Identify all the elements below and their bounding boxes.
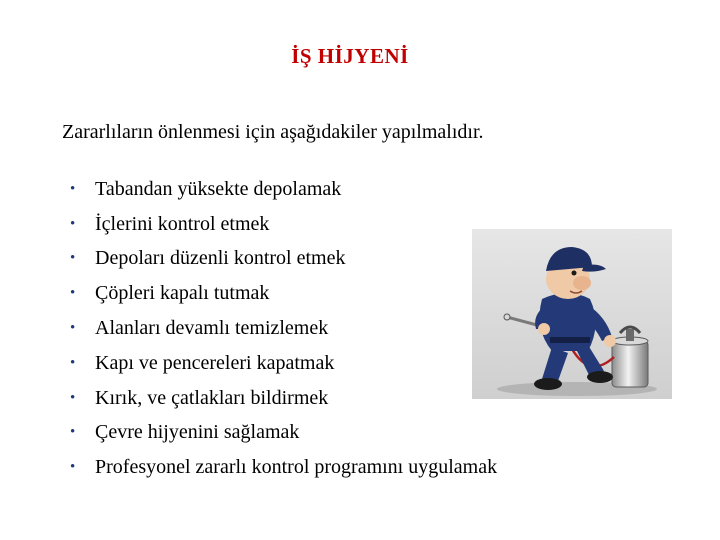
bullet-text: Tabandan yüksekte depolamak [95, 177, 342, 200]
bullet-text: İçlerini kontrol etmek [95, 212, 270, 235]
bullet-item [70, 242, 497, 277]
bullet-icon: • [70, 250, 76, 267]
bullet-item [70, 207, 497, 242]
bullet-icon: • [70, 389, 76, 406]
bullet-text: Depoları düzenli kontrol etmek [95, 247, 346, 270]
bullet-item [70, 346, 497, 381]
slide-title: İŞ HİJYENİ [291, 44, 409, 68]
bullet-icon: • [70, 285, 76, 302]
bullet-icon: • [70, 354, 76, 371]
bullet-item [70, 276, 497, 311]
slide-subtitle: Zararlıların önlenmesi için aşağıdakiler yapılmalıdır. [62, 121, 484, 143]
bullet-item [70, 416, 497, 451]
bullet-icon: • [70, 424, 76, 441]
bullet-item [70, 450, 497, 485]
bullet-text: Çöpleri kapalı tutmak [95, 282, 270, 305]
bullet-item [70, 311, 497, 346]
pest-control-worker-image [472, 229, 672, 399]
bullet-text: Kapı ve pencereleri kapatmak [95, 351, 335, 374]
bullet-item [70, 381, 497, 416]
pest-control-worker-figure [472, 229, 672, 399]
bullet-text: Çevre hijyenini sağlamak [95, 421, 300, 444]
bullet-text: Profesyonel zararlı kontrol programını uygulamak [95, 456, 498, 479]
bullet-icon: • [70, 459, 76, 476]
bullet-item [70, 172, 497, 207]
bullet-text: Alanları devamlı temizlemek [95, 317, 329, 340]
bullet-icon: • [70, 180, 76, 197]
bullet-list [70, 172, 497, 485]
bullet-icon: • [70, 215, 76, 232]
bullet-icon: • [70, 320, 76, 337]
bullet-text: Kırık, ve çatlakları bildirmek [95, 386, 329, 409]
